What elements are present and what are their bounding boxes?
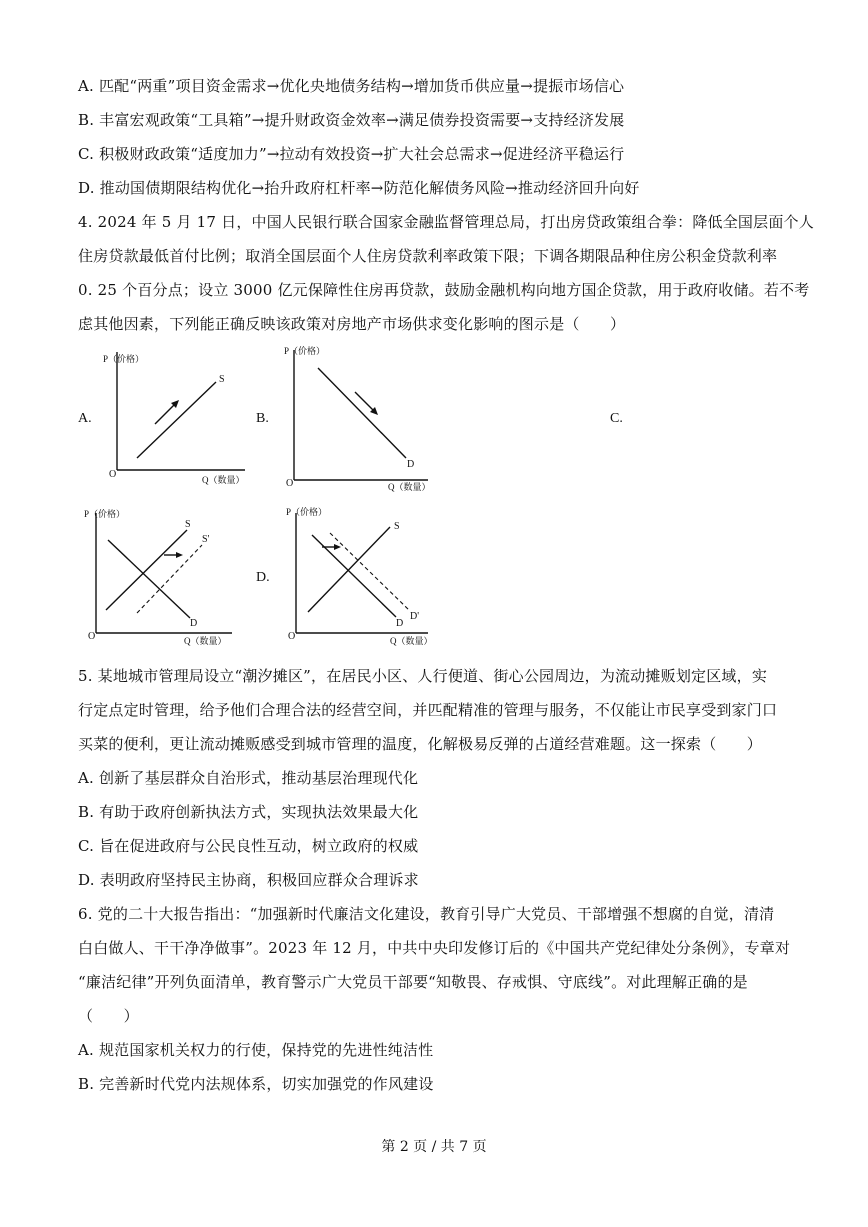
q5-option-d: D. 表明政府坚持民主协商，积极回应群众合理诉求 <box>78 871 419 889</box>
q4-stem-line: 虑其他因素，下列能正确反映该政策对房地产市场供求变化影响的图示是（ ） <box>78 315 626 333</box>
q5-stem-line: 买菜的便利，更让流动摊贩感受到城市管理的温度，化解极易反弹的占道经营难题。这一探索（ ） <box>78 735 763 753</box>
q4-option-b-label: B. <box>256 411 269 426</box>
q4-stem-line: 住房贷款最低首付比例；取消全国层面个人住房贷款利率政策下限；下调各期限品种住房公积金贷款利率 <box>78 247 778 265</box>
shift-arrow <box>155 404 175 424</box>
demand-shifted-curve <box>330 533 410 611</box>
graph-a <box>100 340 260 490</box>
supply-curve <box>137 382 216 458</box>
q3-option-a: A. 匹配“两重”项目资金需求→优化央地债务结构→增加货币供应量→提振市场信心 <box>78 77 625 95</box>
demand-label: D <box>190 618 198 629</box>
q4-option-d-label: D. <box>256 570 270 585</box>
q4-stem-line: 4. 2024 年 5 月 17 日，中国人民银行联合国家金融监督管理总局，打出房贷政策组合拳：降低全国层面个人 <box>78 213 814 231</box>
q4-option-a-label: A. <box>78 411 92 426</box>
q3-option-b: B. 丰富宏观政策“工具箱”→提升财政资金效率→满足债券投资需要→支持经济发展 <box>78 111 625 129</box>
supply-curve <box>106 530 187 610</box>
origin-label: O <box>288 631 296 642</box>
demand-curve <box>108 540 190 618</box>
q6-option-b: B. 完善新时代党内法规体系，切实加强党的作风建设 <box>78 1075 434 1093</box>
q6-option-a: A. 规范国家机关权力的行使，保持党的先进性纯洁性 <box>78 1041 434 1059</box>
q6-stem-line: “廉洁纪律”开列负面清单，教育警示广大党员干部要“知敬畏、存戒惧、守底线”。对此理解正确的是 <box>78 973 748 991</box>
graph-d <box>278 505 448 650</box>
supply-label: S <box>219 374 225 385</box>
x-axis-label: Q（数量） <box>390 636 433 646</box>
arrow-head <box>176 552 183 558</box>
q6-stem-line: 白白做人、干干净净做事”。2023 年 12 月，中共中央印发修订后的《中国共产党纪律处分条例》，专章对 <box>78 939 791 957</box>
demand-curve <box>318 368 406 458</box>
demand-label: D <box>407 459 415 470</box>
origin-label: O <box>109 469 117 480</box>
q5-stem-line: 行定点定时管理，给予他们合理合法的经营空间，并匹配精准的管理与服务，不仅能让市民享受到家门口 <box>78 701 778 719</box>
supply-label: S <box>394 521 400 532</box>
q4-option-c-label: C. <box>610 411 623 426</box>
q5-option-b: B. 有助于政府创新执法方式，实现执法效果最大化 <box>78 803 419 821</box>
y-axis-label: P（价格） <box>286 507 328 517</box>
q4-stem-line: 0. 25 个百分点；设立 3000 亿元保障性住房再贷款，鼓励金融机构向地方国企贷款，用于政府收储。若不考 <box>78 281 810 299</box>
q6-stem-line: 6. 党的二十大报告指出：“加强新时代廉洁文化建设，教育引导广大党员、干部增强不想腐的自觉，清清 <box>78 905 775 923</box>
q6-stem-line: （ ） <box>78 1007 139 1025</box>
y-axis-label: P（价格） <box>103 354 145 364</box>
q3-option-c: C. 积极财政政策“适度加力”→拉动有效投资→扩大社会总需求→促进经济平稳运行 <box>78 145 625 163</box>
page-footer: 第 2 页 / 共 7 页 <box>381 1139 487 1155</box>
supply-label: S <box>185 519 191 530</box>
demand-label: D <box>396 618 404 629</box>
supply-shifted-label: S' <box>202 534 210 545</box>
y-axis-label: P（价格） <box>84 509 126 519</box>
graph-c <box>82 505 252 650</box>
q5-option-c: C. 旨在促进政府与公民良性互动，树立政府的权威 <box>78 837 419 855</box>
q5-stem-line: 5. 某地城市管理局设立“潮汐摊区”，在居民小区、人行便道、街心公园周边，为流动摊贩划定区域，实 <box>78 667 768 685</box>
q3-option-d: D. 推动国债期限结构优化→抬升政府杠杆率→防范化解债务风险→推动经济回升向好 <box>78 179 640 197</box>
y-axis-label: P（价格） <box>284 346 326 356</box>
origin-label: O <box>286 478 294 489</box>
origin-label: O <box>88 631 96 642</box>
graph-b <box>278 340 448 495</box>
x-axis-label: Q（数量） <box>202 475 245 485</box>
q5-option-a: A. 创新了基层群众自治形式，推动基层治理现代化 <box>78 769 419 787</box>
x-axis-label: Q（数量） <box>388 482 431 492</box>
demand-shifted-label: D' <box>410 611 420 622</box>
x-axis-label: Q（数量） <box>184 636 227 646</box>
arrow-head <box>334 544 341 550</box>
